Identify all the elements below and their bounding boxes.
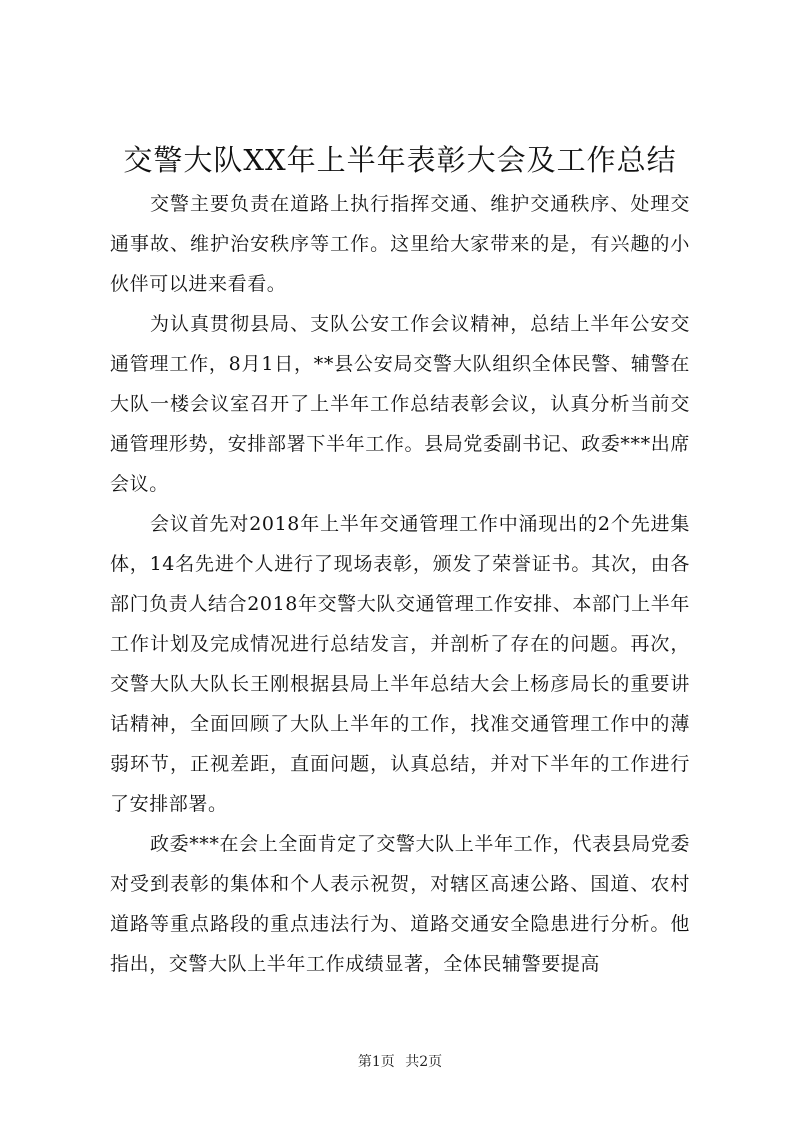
- paragraph-intro: 交警主要负责在道路上执行指挥交通、维护交通秩序、处理交通事故、维护治安秩序等工作。这里给大家带来的是，有兴趣的小伙伴可以进来看看。: [110, 193, 690, 295]
- page-footer: [0, 1052, 800, 1072]
- document-title: 交警大队XX年上半年表彰大会及工作总结: [123, 143, 677, 177]
- page-total: 共2页: [405, 1054, 443, 1070]
- document-body: [110, 184, 690, 984]
- paragraph-meeting: 为认真贯彻县局、支队公安工作会议精神，总结上半年公安交通管理工作，8月1日，**县公安局交警大队组织全体民警、辅警在大队一楼会议室召开了上半年工作总结表彰会议，认真分析当前交通管理形势，安排部署下半年工作。县局党委副书记、政委***出席会议。: [110, 313, 690, 495]
- paragraph-commissar-speech: 政委***在会上全面肯定了交警大队上半年工作，代表县局党委对受到表彰的集体和个人表示祝贺，对辖区高速公路、国道、农村道路等重点路段的重点违法行为、道路交通安全隐患进行分析。他指出，交警大队上半年工作成绩显著，全体民辅警要提高: [110, 833, 690, 975]
- page-number: 第1页: [357, 1054, 395, 1070]
- paragraph-commendation: 会议首先对2018年上半年交通管理工作中涌现出的2个先进集体，14名先进个人进行了现场表彰，颁发了荣誉证书。其次，由各部门负责人结合2018年交警大队交通管理工作安排、本部门上半年工作计划及完成情况进行总结发言，并剖析了存在的问题。再次，交警大队大队长王刚根据县局上半年总结大会上杨彦局长的重要讲话精神，全面回顾了大队上半年的工作，找准交通管理工作中的薄弱环节，正视差距，直面问题，认真总结，并对下半年的工作进行了安排部署。: [110, 513, 690, 815]
